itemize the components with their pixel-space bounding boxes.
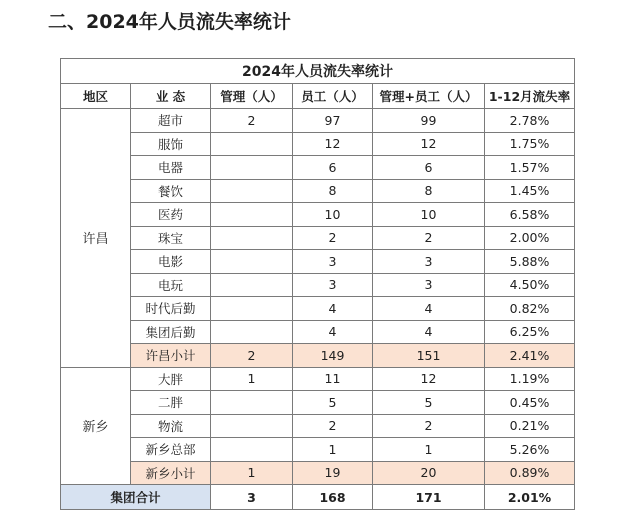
total-cell: 4 bbox=[373, 297, 485, 321]
business-cell: 电影 bbox=[131, 250, 211, 274]
staff-cell: 4 bbox=[293, 320, 373, 344]
staff-cell: 12 bbox=[293, 132, 373, 156]
table-row bbox=[61, 367, 575, 391]
subtotal-row bbox=[61, 461, 575, 485]
management-cell bbox=[211, 438, 293, 462]
business-cell: 医药 bbox=[131, 203, 211, 227]
table-title: 2024年人员流失率统计 bbox=[61, 59, 575, 84]
management-cell bbox=[211, 226, 293, 250]
business-cell: 集团后勤 bbox=[131, 320, 211, 344]
total-cell: 12 bbox=[373, 367, 485, 391]
rate-cell: 2.78% bbox=[485, 109, 575, 133]
table-row bbox=[61, 320, 575, 344]
staff-cell: 3 bbox=[293, 273, 373, 297]
attrition-table bbox=[60, 58, 575, 510]
grand-total-mgmt-cell: 3 bbox=[211, 485, 293, 510]
staff-cell: 2 bbox=[293, 414, 373, 438]
grand-total-rate-cell: 2.01% bbox=[485, 485, 575, 510]
rate-cell: 1.19% bbox=[485, 367, 575, 391]
total-cell: 2 bbox=[373, 226, 485, 250]
grand-total-label: 集团合计 bbox=[61, 485, 211, 510]
staff-cell: 4 bbox=[293, 297, 373, 321]
rate-cell: 6.25% bbox=[485, 320, 575, 344]
subtotal-biz-cell: 新乡小计 bbox=[131, 461, 211, 485]
management-cell bbox=[211, 179, 293, 203]
subtotal-total-cell: 151 bbox=[373, 344, 485, 368]
header-rate: 1-12月流失率 bbox=[485, 84, 575, 109]
grand-total-row bbox=[61, 485, 575, 510]
table-row bbox=[61, 179, 575, 203]
business-cell: 服饰 bbox=[131, 132, 211, 156]
region-cell: 新乡 bbox=[61, 367, 131, 485]
subtotal-mgmt-cell: 1 bbox=[211, 461, 293, 485]
staff-cell: 10 bbox=[293, 203, 373, 227]
subtotal-staff-cell: 149 bbox=[293, 344, 373, 368]
rate-cell: 5.88% bbox=[485, 250, 575, 274]
rate-cell: 1.57% bbox=[485, 156, 575, 180]
header-total: 管理+员工（人） bbox=[373, 84, 485, 109]
total-cell: 2 bbox=[373, 414, 485, 438]
business-cell: 电器 bbox=[131, 156, 211, 180]
total-cell: 6 bbox=[373, 156, 485, 180]
management-cell bbox=[211, 156, 293, 180]
subtotal-staff-cell: 19 bbox=[293, 461, 373, 485]
grand-total-staff-cell: 168 bbox=[293, 485, 373, 510]
table-row bbox=[61, 203, 575, 227]
table-row bbox=[61, 414, 575, 438]
total-cell: 12 bbox=[373, 132, 485, 156]
table-row bbox=[61, 297, 575, 321]
management-cell bbox=[211, 250, 293, 274]
management-cell bbox=[211, 203, 293, 227]
rate-cell: 4.50% bbox=[485, 273, 575, 297]
management-cell: 1 bbox=[211, 367, 293, 391]
subtotal-total-cell: 20 bbox=[373, 461, 485, 485]
management-cell bbox=[211, 132, 293, 156]
business-cell: 珠宝 bbox=[131, 226, 211, 250]
total-cell: 3 bbox=[373, 250, 485, 274]
staff-cell: 97 bbox=[293, 109, 373, 133]
staff-cell: 11 bbox=[293, 367, 373, 391]
page-heading: 二、2024年人员流失率统计 bbox=[48, 11, 291, 33]
staff-cell: 1 bbox=[293, 438, 373, 462]
table-row bbox=[61, 132, 575, 156]
management-cell bbox=[211, 297, 293, 321]
staff-cell: 5 bbox=[293, 391, 373, 415]
grand-total-total-cell: 171 bbox=[373, 485, 485, 510]
business-cell: 时代后勤 bbox=[131, 297, 211, 321]
business-cell: 电玩 bbox=[131, 273, 211, 297]
rate-cell: 6.58% bbox=[485, 203, 575, 227]
rate-cell: 1.75% bbox=[485, 132, 575, 156]
rate-cell: 1.45% bbox=[485, 179, 575, 203]
subtotal-rate-cell: 0.89% bbox=[485, 461, 575, 485]
management-cell bbox=[211, 414, 293, 438]
rate-cell: 0.82% bbox=[485, 297, 575, 321]
total-cell: 4 bbox=[373, 320, 485, 344]
business-cell: 二胖 bbox=[131, 391, 211, 415]
management-cell bbox=[211, 273, 293, 297]
rate-cell: 0.45% bbox=[485, 391, 575, 415]
table-row bbox=[61, 109, 575, 133]
business-cell: 餐饮 bbox=[131, 179, 211, 203]
subtotal-row bbox=[61, 344, 575, 368]
total-cell: 99 bbox=[373, 109, 485, 133]
subtotal-rate-cell: 2.41% bbox=[485, 344, 575, 368]
total-cell: 10 bbox=[373, 203, 485, 227]
table-body bbox=[61, 109, 575, 510]
table-row bbox=[61, 226, 575, 250]
staff-cell: 3 bbox=[293, 250, 373, 274]
header-region: 地区 bbox=[61, 84, 131, 109]
header-management: 管理（人） bbox=[211, 84, 293, 109]
total-cell: 1 bbox=[373, 438, 485, 462]
business-cell: 超市 bbox=[131, 109, 211, 133]
table-row bbox=[61, 250, 575, 274]
subtotal-mgmt-cell: 2 bbox=[211, 344, 293, 368]
business-cell: 大胖 bbox=[131, 367, 211, 391]
business-cell: 物流 bbox=[131, 414, 211, 438]
header-business: 业 态 bbox=[131, 84, 211, 109]
total-cell: 3 bbox=[373, 273, 485, 297]
rate-cell: 5.26% bbox=[485, 438, 575, 462]
rate-cell: 2.00% bbox=[485, 226, 575, 250]
table-row bbox=[61, 438, 575, 462]
region-cell: 许昌 bbox=[61, 109, 131, 368]
subtotal-biz-cell: 许昌小计 bbox=[131, 344, 211, 368]
management-cell: 2 bbox=[211, 109, 293, 133]
table-row bbox=[61, 156, 575, 180]
total-cell: 5 bbox=[373, 391, 485, 415]
management-cell bbox=[211, 391, 293, 415]
staff-cell: 2 bbox=[293, 226, 373, 250]
staff-cell: 8 bbox=[293, 179, 373, 203]
table-row bbox=[61, 273, 575, 297]
header-row bbox=[61, 84, 575, 109]
header-staff: 员工（人） bbox=[293, 84, 373, 109]
business-cell: 新乡总部 bbox=[131, 438, 211, 462]
rate-cell: 0.21% bbox=[485, 414, 575, 438]
total-cell: 8 bbox=[373, 179, 485, 203]
table-row bbox=[61, 391, 575, 415]
staff-cell: 6 bbox=[293, 156, 373, 180]
management-cell bbox=[211, 320, 293, 344]
